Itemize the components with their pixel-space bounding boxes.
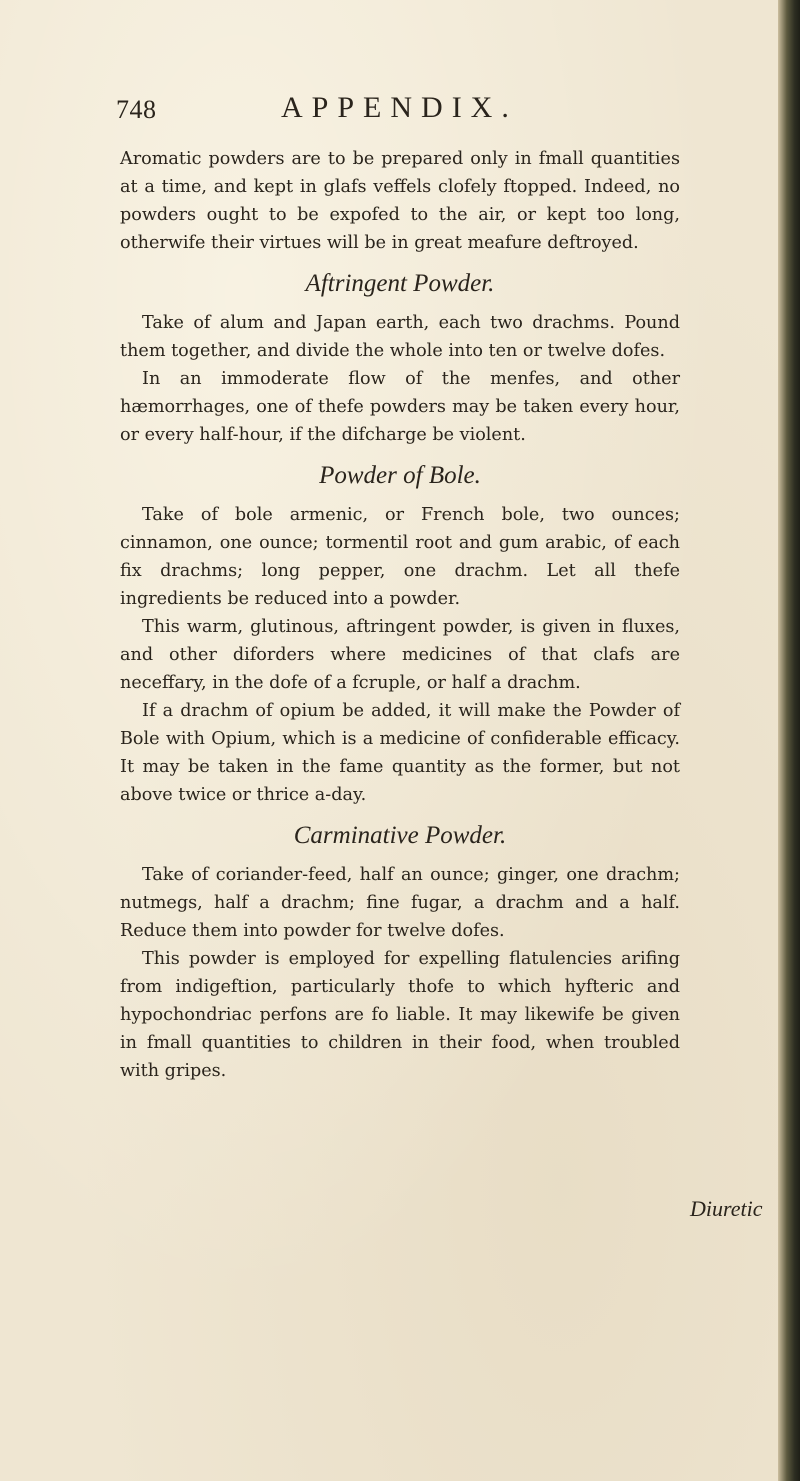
page-number: 748 (116, 95, 157, 124)
astringent-usage-paragraph: In an immoderate flow of the menfes, and other hæmorrhages, one of thefe powders may be taken every hour, or every half-hour, if the difcharge be violent. (120, 369, 680, 445)
running-title: APPENDIX. (281, 91, 518, 124)
carminative-recipe-paragraph: Take of coriander-feed, half an ounce; ginger, one drachm; nutmegs, half a drachm; fine fugar, a drachm and a half. Reduce them into powder for twelve dofes. (120, 865, 680, 941)
bole-opium-paragraph: If a drachm of opium be added, it will make the Powder of Bole with Opium, which is a medicine of confiderable efficacy. It may be taken in the fame quantity as the former, but not above twice or thrice a-day. (120, 701, 680, 805)
page-body (120, 145, 680, 1085)
section-heading-astringent-powder: Aftringent Powder. (305, 270, 495, 297)
astringent-recipe-paragraph: Take of alum and Japan earth, each two drachms. Pound them together, and divide the whole into ten or twelve dofes. (120, 313, 680, 361)
bole-usage-paragraph: This warm, glutinous, aftringent powder, is given in fluxes, and other diforders where medicines of that clafs are neceffary, in the dofe of a fcruple, or half a drachm. (120, 617, 680, 693)
carminative-usage-paragraph: This powder is employed for expelling flatulencies arifing from indigeftion, particularly thofe to which hyfteric and hypochondriac perfons are fo liable. It may likewife be given in fmall quantities to children in their food, when troubled with gripes. (120, 949, 680, 1081)
catchword: Diuretic (690, 1196, 763, 1221)
section-heading-powder-of-bole: Powder of Bole. (319, 462, 481, 489)
intro-paragraph: Aromatic powders are to be prepared only in fmall quantities at a time, and kept in glafs veffels clofely ftopped. Indeed, no powders ought to be expofed to the air, or kept too long, otherwife their virtues will be in great meafure deftroyed. (120, 149, 680, 253)
section-heading-carminative-powder: Carminative Powder. (293, 822, 507, 849)
book-spine-edge (778, 0, 800, 1481)
running-head (116, 91, 636, 125)
bole-recipe-paragraph: Take of bole armenic, or French bole, two ounces; cinnamon, one ounce; tormentil root and gum arabic, of each fix drachms; long pepper, one drachm. Let all thefe ingredients be reduced into a powder. (120, 505, 680, 609)
